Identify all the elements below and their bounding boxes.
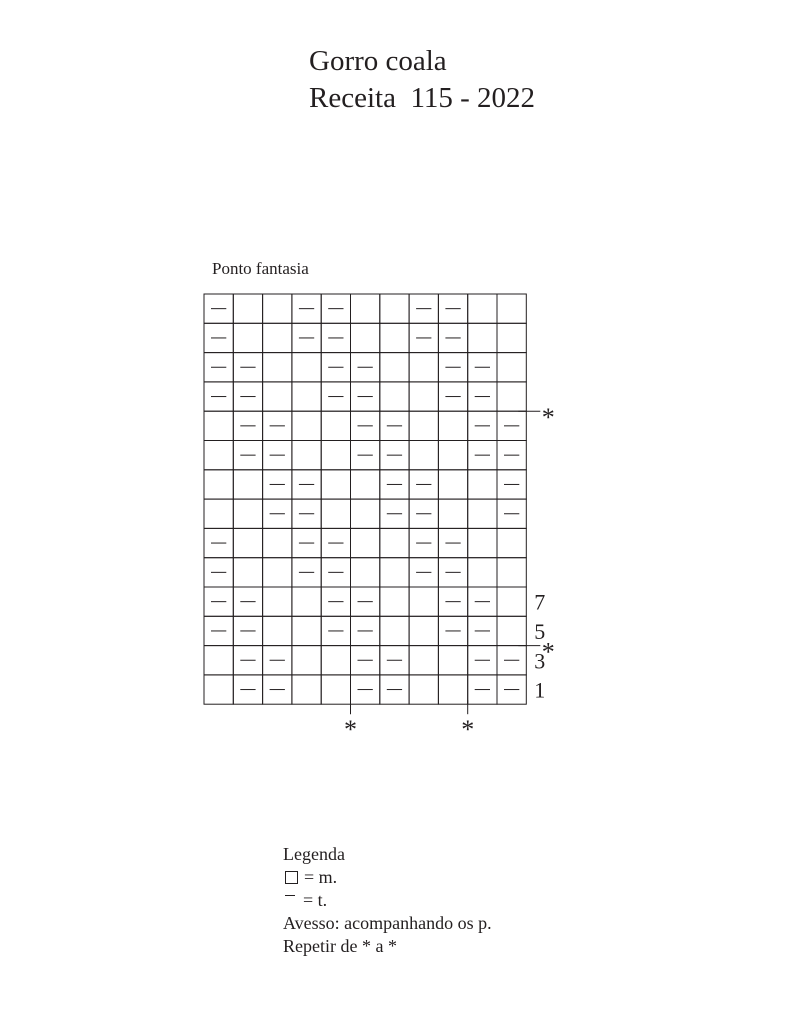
repeat-marker-bottom: * xyxy=(461,715,475,745)
legend-purl-row xyxy=(283,889,492,912)
chart-cell xyxy=(321,441,350,470)
chart-cell xyxy=(351,294,380,323)
row-number-label: 3 xyxy=(534,648,546,674)
chart-cell xyxy=(409,382,438,411)
chart-cell xyxy=(204,646,233,675)
row-number-label: 1 xyxy=(534,677,546,703)
pattern-recipe-number: Receita 115 - 2022 xyxy=(309,82,536,114)
chart-cell xyxy=(438,470,467,499)
chart-cell xyxy=(409,441,438,470)
chart-cell xyxy=(468,499,497,528)
chart-cell xyxy=(263,528,292,557)
legend-title: Legenda xyxy=(283,844,345,864)
chart-cell xyxy=(380,323,409,352)
chart-cell xyxy=(204,411,233,440)
chart-cell xyxy=(380,294,409,323)
chart-cell xyxy=(263,558,292,587)
chart-cell xyxy=(468,470,497,499)
chart-cell xyxy=(204,675,233,704)
chart-cell xyxy=(292,441,321,470)
chart-cell xyxy=(468,558,497,587)
chart-cell xyxy=(321,470,350,499)
stitch-name: Ponto fantasia xyxy=(212,259,309,278)
chart-cell xyxy=(409,616,438,645)
chart-cell xyxy=(263,323,292,352)
chart-cell xyxy=(380,353,409,382)
chart-cell xyxy=(468,294,497,323)
chart-cell xyxy=(321,499,350,528)
chart-cell xyxy=(321,675,350,704)
chart-cell xyxy=(438,675,467,704)
chart-cell xyxy=(438,411,467,440)
chart-cell xyxy=(497,323,526,352)
legend-repeat-note: Repetir de * a * xyxy=(283,936,397,956)
chart-cell xyxy=(263,294,292,323)
chart-cell xyxy=(233,470,262,499)
legend-knit-row xyxy=(283,866,492,889)
chart-cell xyxy=(438,646,467,675)
legend-reverse-note: Avesso: acompanhando os p. xyxy=(283,913,492,933)
repeat-marker-right: * xyxy=(541,637,555,667)
chart-cell xyxy=(351,323,380,352)
dash-icon xyxy=(285,895,295,896)
chart-cell xyxy=(321,646,350,675)
chart-cell xyxy=(233,294,262,323)
chart-cell xyxy=(409,411,438,440)
chart-cell xyxy=(204,499,233,528)
chart-cell xyxy=(292,353,321,382)
chart-cell xyxy=(497,558,526,587)
chart-cell xyxy=(409,646,438,675)
chart-cell xyxy=(292,675,321,704)
repeat-marker-right: * xyxy=(541,403,555,433)
chart-cell xyxy=(497,353,526,382)
chart-cell xyxy=(497,616,526,645)
chart-cell xyxy=(438,441,467,470)
chart-cell xyxy=(292,587,321,616)
chart-cell xyxy=(204,470,233,499)
chart-cell xyxy=(263,587,292,616)
chart-cell xyxy=(351,499,380,528)
chart-cell xyxy=(292,382,321,411)
chart-cell xyxy=(380,528,409,557)
chart-cell xyxy=(380,558,409,587)
chart-cell xyxy=(321,411,350,440)
chart-cell xyxy=(438,499,467,528)
chart-cell xyxy=(263,353,292,382)
chart-cell xyxy=(380,382,409,411)
empty-square-icon xyxy=(285,871,298,884)
chart-cell xyxy=(380,587,409,616)
chart-cell xyxy=(497,528,526,557)
chart-cell xyxy=(263,382,292,411)
chart-cell xyxy=(351,558,380,587)
chart-cell xyxy=(468,528,497,557)
legend-knit-label: = m. xyxy=(304,867,338,887)
repeat-marker-bottom: * xyxy=(344,715,357,745)
chart-cell xyxy=(233,528,262,557)
chart-cell xyxy=(497,587,526,616)
chart-cell xyxy=(292,411,321,440)
chart-cell xyxy=(263,616,292,645)
chart-cell xyxy=(233,558,262,587)
pattern-title: Gorro coala xyxy=(309,45,447,77)
chart-cell xyxy=(351,470,380,499)
chart-cell xyxy=(292,616,321,645)
legend-purl-label: = t. xyxy=(303,890,328,910)
chart-cell xyxy=(233,323,262,352)
row-number-label: 5 xyxy=(534,618,546,644)
chart-cell xyxy=(409,587,438,616)
chart-cell xyxy=(497,382,526,411)
chart-cell xyxy=(380,616,409,645)
chart-cell xyxy=(497,294,526,323)
chart-cell xyxy=(204,441,233,470)
chart-cell xyxy=(409,353,438,382)
row-number-label: 7 xyxy=(534,589,546,615)
chart-cell xyxy=(233,499,262,528)
chart-cell xyxy=(468,323,497,352)
chart-cell xyxy=(351,528,380,557)
chart-cell xyxy=(409,675,438,704)
legend xyxy=(283,843,492,958)
chart-cell xyxy=(292,646,321,675)
